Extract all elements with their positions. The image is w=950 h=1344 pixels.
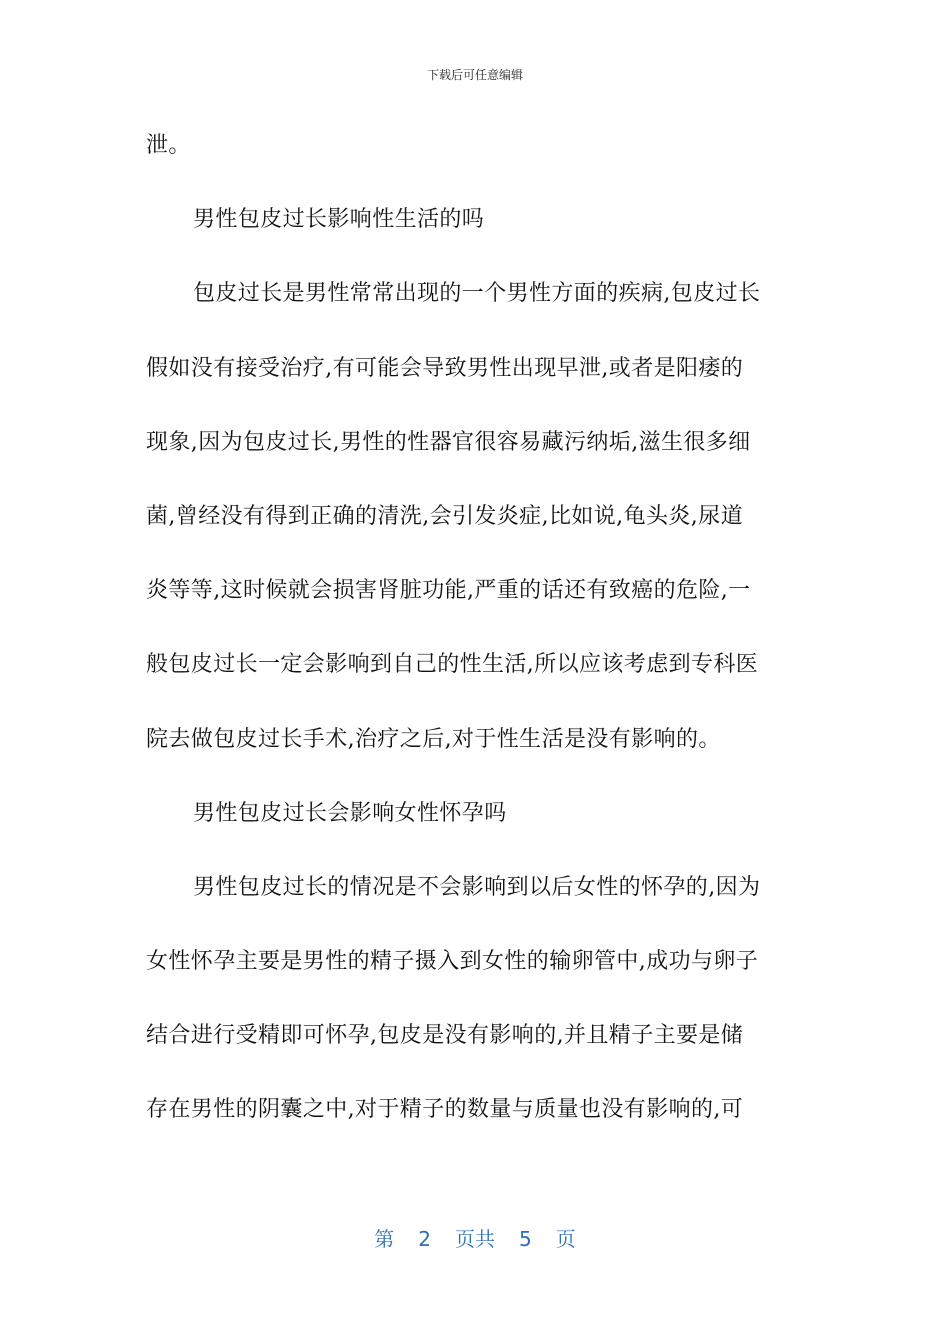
page-footer [0, 1226, 950, 1252]
paragraph-line: 结合进行受精即可怀孕,包皮是没有影响的,并且精子主要是储 [146, 1023, 744, 1049]
paragraph-line: 炎等等,这时候就会损害肾脏功能,严重的话还有致癌的危险,一 [146, 578, 751, 604]
section-heading-pregnancy: 男性包皮过长会影响女性怀孕吗 [193, 800, 507, 826]
page-header: 下载后可任意编辑 [426, 68, 523, 82]
paragraph-line: 女性怀孕主要是男性的精子摄入到女性的输卵管中,成功与卵子 [146, 949, 759, 975]
paragraph-line: 菌,曾经没有得到正确的清洗,会引发炎症,比如说,龟头炎,尿道 [146, 503, 743, 529]
paragraph-line: 男性包皮过长的情况是不会影响到以后女性的怀孕的,因为 [193, 874, 761, 900]
page-label-ye: 页 [555, 1227, 576, 1251]
section-heading-sex-life: 男性包皮过长影响性生活的吗 [193, 207, 485, 233]
text-line-continuation: 泄。 [146, 133, 191, 158]
document-body [146, 124, 806, 1163]
total-page-number: 5 [519, 1227, 532, 1251]
paragraph-line: 假如没有接受治疗,有可能会导致男性出现早泄,或者是阳痿的 [146, 355, 744, 381]
paragraph-line: 存在男性的阴囊之中,对于精子的数量与质量也没有影响的,可 [146, 1097, 744, 1123]
paragraph-line: 院去做包皮过长手术,治疗之后,对于性生活是没有影响的。 [146, 726, 721, 752]
paragraph-line: 现象,因为包皮过长,男性的性器官很容易藏污纳垢,滋生很多细 [146, 429, 751, 455]
paragraph-line: 般包皮过长一定会影响到自己的性生活,所以应该考虑到专科医 [146, 652, 759, 678]
page-label-di: 第 [374, 1227, 395, 1251]
page-label-ye-gong: 页共 [455, 1227, 495, 1251]
current-page-number: 2 [418, 1227, 431, 1251]
paragraph-line: 包皮过长是男性常常出现的一个男性方面的疾病,包皮过长 [193, 281, 761, 307]
